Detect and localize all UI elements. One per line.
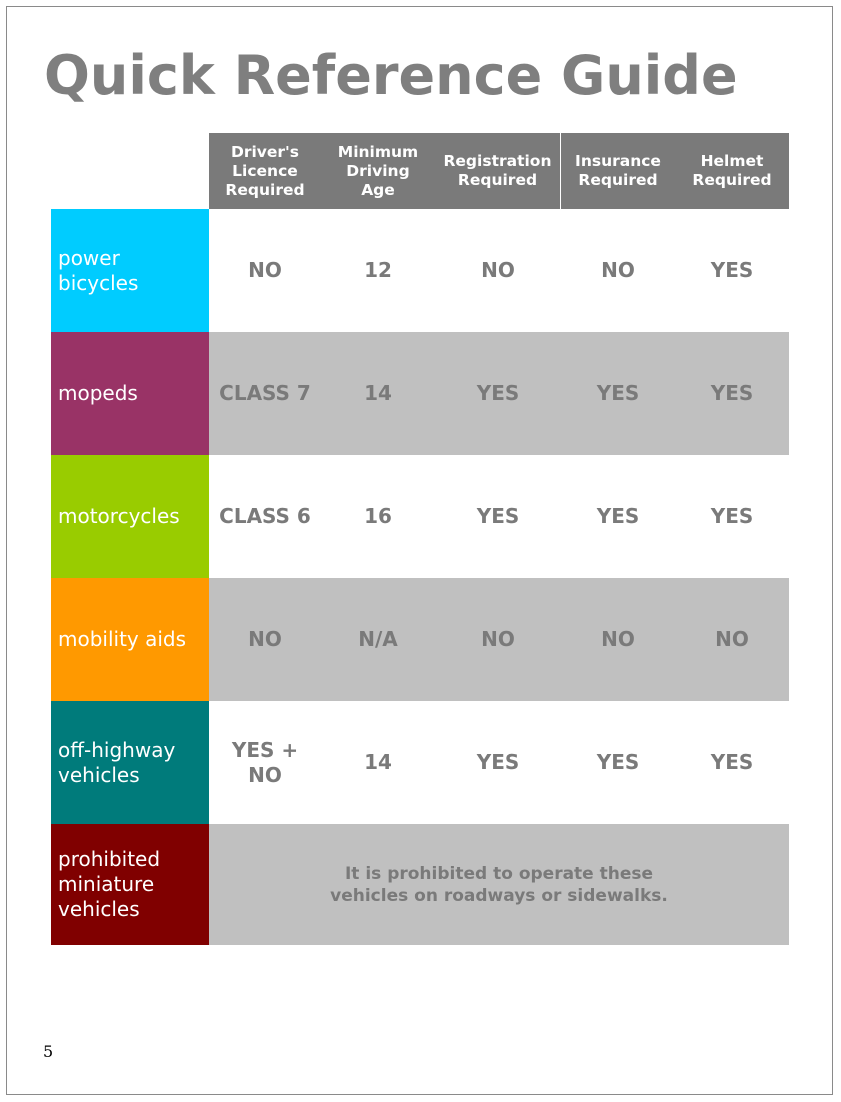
cell-age <box>321 578 435 701</box>
column-header-helmet <box>675 133 789 209</box>
cell-value: YES <box>476 750 520 774</box>
cell-value: 12 <box>364 258 392 282</box>
row-label-line: motorcycles <box>58 504 180 528</box>
cell-value: NO <box>601 258 635 282</box>
cell-insurance <box>561 701 675 824</box>
cell-age <box>321 209 435 332</box>
table-row-mopeds <box>51 332 789 455</box>
cell-licence <box>209 455 321 578</box>
column-header-line: Insurance <box>575 152 661 170</box>
cell-value: YES <box>596 750 640 774</box>
cell-value: N/A <box>358 627 398 651</box>
prohibited-notice <box>209 824 789 945</box>
cell-helmet <box>675 455 789 578</box>
cell-age <box>321 455 435 578</box>
column-header-line: Required <box>457 171 538 189</box>
table-row-power-bicycles <box>51 209 789 332</box>
row-label-line: miniature <box>58 872 155 896</box>
table-row-off-highway-vehicles <box>51 701 789 824</box>
column-header-line: Required <box>578 171 658 189</box>
cell-insurance <box>561 455 675 578</box>
row-label-off-highway-vehicles <box>51 701 209 824</box>
cell-registration <box>435 332 561 455</box>
cell-registration <box>435 578 561 701</box>
cell-value: YES <box>476 504 520 528</box>
cell-value: NO <box>481 627 515 651</box>
notice-line: It is prohibited to operate these <box>344 863 654 884</box>
cell-helmet <box>675 701 789 824</box>
row-label-line: off-highway <box>58 737 176 762</box>
cell-insurance <box>561 578 675 701</box>
cell-value: CLASS 7 <box>219 381 311 405</box>
cell-value: YES <box>596 504 640 528</box>
cell-insurance <box>561 209 675 332</box>
row-label-line: prohibited <box>58 847 161 871</box>
row-label-line: vehicles <box>58 897 140 921</box>
cell-registration <box>435 701 561 824</box>
cell-licence <box>209 578 321 701</box>
table-row-mobility-aids <box>51 578 789 701</box>
cell-registration <box>435 209 561 332</box>
cell-value: YES <box>710 258 754 282</box>
cell-helmet <box>675 209 789 332</box>
notice-line: vehicles on roadways or sidewalks. <box>330 885 668 906</box>
row-label-line: mopeds <box>58 381 138 405</box>
cell-value: NO <box>481 258 515 282</box>
row-label-line: bicycles <box>58 270 139 295</box>
cell-value: NO <box>601 627 635 651</box>
column-header-line: Required <box>225 180 305 199</box>
row-label-mopeds <box>51 332 209 455</box>
cell-value: YES + <box>231 737 299 762</box>
table-header <box>209 133 789 209</box>
column-header-line: Licence <box>232 161 298 180</box>
cell-registration <box>435 455 561 578</box>
column-header-age <box>321 133 435 209</box>
table-row-prohibited-miniature-vehicles <box>51 824 789 945</box>
cell-insurance <box>561 332 675 455</box>
cell-helmet <box>675 578 789 701</box>
column-header-registration <box>435 133 561 209</box>
column-header-line: Minimum <box>337 142 419 161</box>
cell-value: YES <box>710 381 754 405</box>
column-header-line: Registration <box>443 152 552 170</box>
row-label-prohibited-miniature-vehicles <box>51 824 209 945</box>
cell-age <box>321 701 435 824</box>
reference-table <box>51 209 789 945</box>
column-header-line: Age <box>361 180 395 199</box>
row-label-mobility-aids <box>51 578 209 701</box>
cell-value: NO <box>248 627 282 651</box>
column-header-line: Driving <box>346 161 410 180</box>
row-label-line: power <box>58 245 120 270</box>
row-label-line: mobility aids <box>58 627 187 651</box>
cell-value: YES <box>476 381 520 405</box>
cell-age <box>321 332 435 455</box>
column-header-line: Helmet <box>700 152 764 170</box>
page-title: Quick Reference Guide <box>44 44 738 107</box>
cell-value: NO <box>248 258 282 282</box>
column-header-line: Driver's <box>230 142 300 161</box>
cell-value: CLASS 6 <box>219 504 311 528</box>
page-number: 5 <box>43 1042 54 1061</box>
cell-licence <box>209 209 321 332</box>
cell-value: 14 <box>364 381 392 405</box>
cell-value: NO <box>248 762 282 787</box>
cell-helmet <box>675 332 789 455</box>
column-header-licence <box>209 133 321 209</box>
row-label-power-bicycles <box>51 209 209 332</box>
cell-licence <box>209 332 321 455</box>
cell-value: 14 <box>364 750 392 774</box>
cell-value: YES <box>710 504 754 528</box>
column-header-line: Required <box>692 171 772 189</box>
cell-value: YES <box>596 381 640 405</box>
cell-value: YES <box>710 750 754 774</box>
row-label-line: vehicles <box>58 762 140 787</box>
column-header-insurance <box>561 133 675 209</box>
cell-licence <box>209 701 321 824</box>
cell-value: 16 <box>364 504 392 528</box>
table-row-motorcycles <box>51 455 789 578</box>
cell-value: NO <box>715 627 749 651</box>
row-label-motorcycles <box>51 455 209 578</box>
